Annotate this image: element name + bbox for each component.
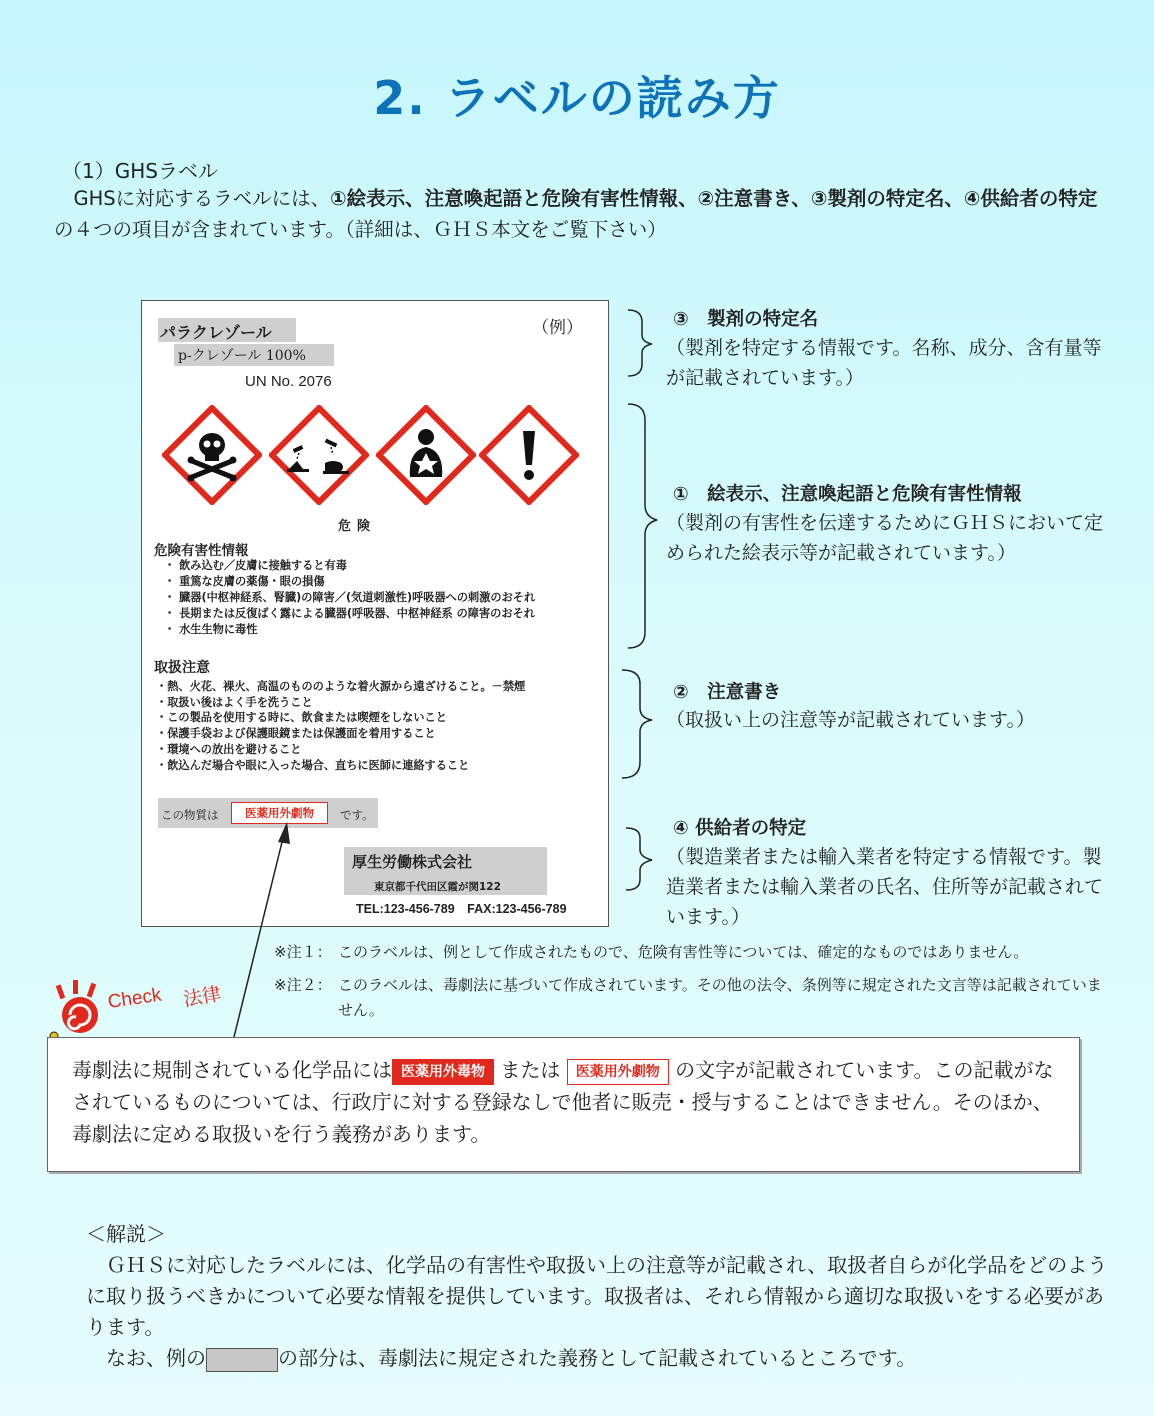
check-label: Check — [106, 984, 163, 1013]
classification-prefix: この物質は — [161, 808, 219, 822]
page-title: 2. ラベルの読み方 — [373, 71, 781, 125]
commentary-body — [86, 1250, 1116, 1374]
annotation-title-precautions: ② 注意書き — [673, 682, 782, 703]
annotation-title-product-id: ③ 製剤の特定名 — [673, 309, 819, 330]
intro-text-1: GHSに対応するラベルには、 — [54, 187, 331, 210]
check-law-label: 法律 — [181, 982, 223, 1012]
deleterious-badge: 医薬用外劇物 — [567, 1059, 669, 1085]
un-number: UN No. 2076 — [245, 373, 332, 390]
intro-text-2: の４つの項目が含まれています。（詳細は、ＧＨＳ本文をご覧下さい） — [54, 218, 667, 241]
hazard-heading: 危険有害性情報 — [154, 543, 249, 559]
list-item: ・ 取扱い後はよく手を洗うこと — [156, 695, 525, 711]
supplier-contact: TEL:123-456-789 FAX:123-456-789 — [356, 902, 567, 916]
list-item: ・ 水生生物に毒性 — [164, 622, 535, 638]
signal-word: 危険 — [338, 519, 377, 534]
pointer-arrow-head — [278, 822, 290, 844]
list-item: ・ 重篤な皮膚の薬傷・眼の損傷 — [164, 574, 535, 590]
precaution-heading: 取扱注意 — [154, 660, 210, 676]
supplier-address: 東京都千代田区霞が関122 — [374, 881, 501, 893]
note-text: このラベルは、例として作成されたもので、危険有害性等については、確定的なものではありません。 — [338, 943, 1029, 961]
product-name: パラクレゾール — [158, 318, 296, 342]
intro-bold-items: ①絵表示、注意喚起語と危険有害性情報、②注意書き、③製剤の特定名、④供給者の特定 — [330, 187, 1098, 210]
section-heading: （1）GHSラベル — [62, 159, 218, 183]
annotation-body-precautions: （取扱い上の注意等が記載されています。） — [666, 709, 1035, 731]
commentary-heading: ＜解説＞ — [86, 1222, 166, 1246]
deleterious-badge: 医薬用外劇物 — [231, 802, 328, 824]
law-callout-box — [47, 1037, 1080, 1172]
para2-prefix: なお、例の — [86, 1346, 206, 1370]
brace-4 — [626, 828, 652, 890]
check-badge-icon — [56, 980, 98, 1033]
callout-part-1: 毒劇法に規制されている化学品には — [72, 1058, 392, 1082]
list-item: ・ 飲み込む／皮膚に接触すると有毒 — [164, 558, 535, 574]
annotation-body-product-id: （製剤を特定する情報です。名称、成分、含有量等が記載されています。） — [666, 337, 1102, 389]
brace-3 — [628, 310, 652, 376]
commentary-para-2 — [86, 1343, 1116, 1374]
list-item: ・ 環境への放出を避けること — [156, 742, 525, 758]
callout-part-2: または — [500, 1058, 561, 1082]
list-item: ・ この製品を使用する時に、飲食または喫煙をしないこと — [156, 710, 525, 726]
list-item: ・ 臓器(中枢神経系、腎臓)の障害／(気道刺激性)呼吸器への刺激のおそれ — [164, 590, 535, 606]
callout-part-3: の文字が記載されています。この記載がなされているものについては、行政庁に対する登録なしで他者に販売・授与することはできません。そのほか、毒劇法に定める取扱いを行う義務があります。 — [72, 1058, 1054, 1146]
supplier-name: 厚生労働株式会社 — [352, 853, 473, 871]
gray-swatch — [206, 1348, 278, 1372]
composition: p-クレゾール 100% — [174, 344, 334, 366]
note-1 — [274, 940, 1114, 965]
annotation-body-supplier: （製造業者または輸入業者を特定する情報です。製造業者または輸入業者の氏名、住所等が記載されています。） — [666, 846, 1104, 928]
para2-suffix: の部分は、毒劇法に規定された義務として記載されているところです。 — [278, 1346, 917, 1370]
note-text: このラベルは、毒劇法に基づいて作成されています。その他の法令、条例等に規定された文言等は記載されていません。 — [338, 976, 1102, 1019]
note-label: ※注２： — [274, 976, 332, 994]
poison-badge: 医薬用外毒物 — [392, 1059, 494, 1085]
annotation-title-pictograms: ① 絵表示、注意喚起語と危険有害性情報 — [673, 484, 1022, 505]
list-item: ・ 長期または反復ばく露による臓器(呼吸器、中枢神経系 の障害のおそれ — [164, 606, 535, 622]
callout-text — [72, 1054, 1067, 1150]
list-item: ・ 飲込んだ場合や眼に入った場合、直ちに医師に連絡すること — [156, 758, 525, 774]
annotation-title-supplier: ④ 供給者の特定 — [673, 818, 807, 839]
classification-suffix: です。 — [340, 808, 374, 822]
annotation-body-pictograms: （製剤の有害性を伝達するためにＧＨＳにおいて定められた絵表示等が記載されています。） — [666, 512, 1104, 564]
note-2 — [274, 973, 1114, 1023]
brace-1 — [628, 404, 657, 648]
brace-2 — [622, 670, 652, 778]
commentary-para-1: ＧＨＳに対応したラベルには、化学品の有害性や取扱い上の注意等が記載され、取扱者自らが化学品をどのように取り扱うべきかについて必要な情報を提供しています。取扱者は、それら情報から適切な取扱いをする必要があります。 — [86, 1253, 1108, 1339]
example-tag: （例） — [532, 318, 583, 338]
list-item: ・ 熱、火花、裸火、高温のもののような着火源から遠ざけること。－禁煙 — [156, 679, 525, 695]
list-item: ・ 保護手袋および保護眼鏡または保護面を着用すること — [156, 726, 525, 742]
note-label: ※注１： — [274, 943, 332, 961]
